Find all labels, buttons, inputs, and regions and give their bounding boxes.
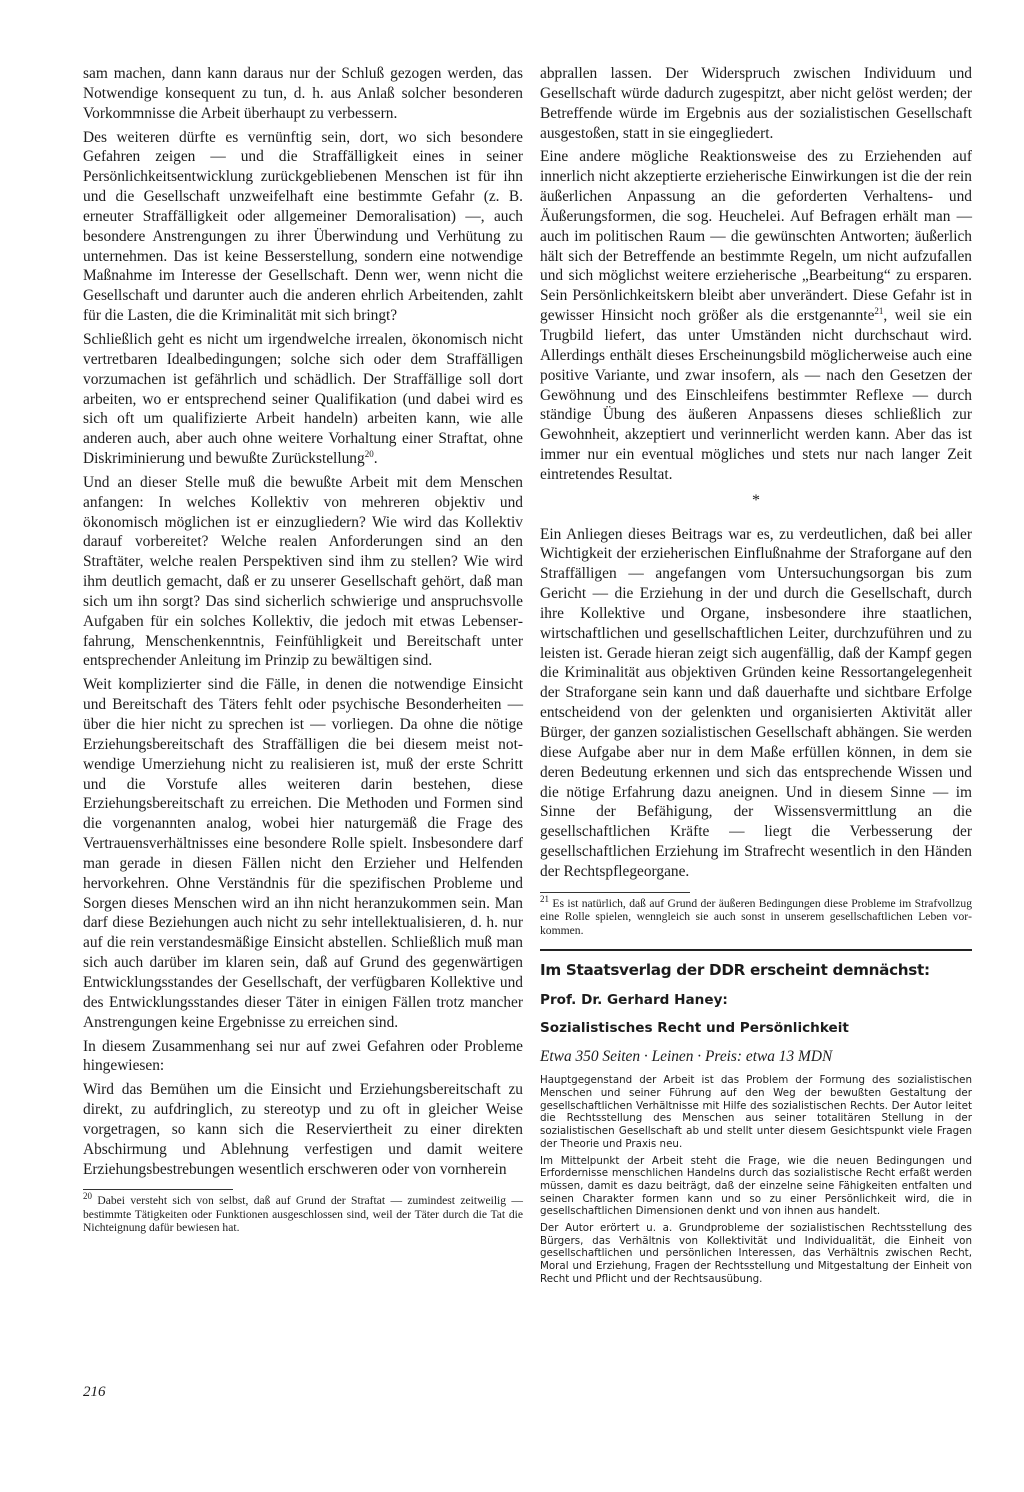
footnote-text: Dabei versteht sich von selbst, daß auf Grund der Straftat — zumindest zeitweilig — bestimmte Tätigkeiten oder Funktionen ausgeschlossen sind, weil der Täter durch die Tat die Nichteignung dafür bewiesen hat. — [83, 1194, 523, 1235]
paragraph — [540, 147, 972, 484]
paragraph: Wird das Bemühen um die Einsicht und Erziehungsbereitschaft zu direkt, zu aufdringlich, zu stereotyp und zu oft in gleicher Weise vorgetragen, so kann sich die Reserviertheit zu einer direkten Abschirmung und Ablehnung verfestigen und damit weitere Erziehungsbestrebungen wesentlich erschweren oder von vornherein — [83, 1081, 523, 1178]
footnote-text: Es ist natürlich, daß auf Grund der äußeren Bedingungen diese Probleme im Strafvollzug eine Rolle spielen, wenngleich sie auch sonst in unserem gesellschaftlichen Leben vorkommen. — [540, 896, 972, 937]
paragraph: Ein Anliegen dieses Beitrags war es, zu verdeutlichen, daß bei aller Wichtigkeit der erzieherischen Einflußnahme der Straforgane auf den Straffälligen — angefangen vom Untersuchungsorgan bis zum Gericht — die Erziehung in der und durch die Gesellschaft, durch ihre Kollektive und Organe, insbesondere ihre staatlichen, wirtschaftlichen und gesellschaftlichen Leiter, durchzuführen und zu leisten ist. Gerade hieran zeigt sich augenfällig, daß der Kampf gegen die Kriminalität aus objektiven Gründen keine Ressortangelegenheit der Straforgane sein kann und daß dauerhafte und sichtbare Erfolge entscheidend von der gelenkten und organisierten Aktivität aller Bürger, der ganzen sozialistischen Gesellschaft abhängen. Sie werden diese Aufgabe aber nur in dem Maße erfüllen können, in dem sie deren Bedeutung erkennen und sich das entsprechende Wissen und die nötige Erfahrung dazu aneignen. Und in diesem Sinne — im Sinne der Befähigung, der Wissensvermittlung an die gesellschaftlichen Kräfte — liegt die Verbesserung der gesellschaftlichen Erziehung im Strafrecht wesentlich in den Händen der Rechtspflegeorgane. — [540, 525, 972, 880]
paragraph-text: Schließlich geht es nicht um irgendwelche irrealen, ökonomisch nicht vertretbaren Idealbedingungen; solche sich oder dem Straffälligen vorzumachen ist gefährlich und schädlich. Der Straffällige soll dort arbeiten, wo er entsprechend seiner Qualifikation (und dabei wird es sich oft um qualifizierte Arbeit handeln) arbeiten kann, wie alle anderen auch, aber auch ohne weitere Vorhaltung einer Straftat, ohne Diskriminierung und bewußte Zurückstellung — [83, 330, 523, 468]
paragraph: Schließlich geht es nicht um irgendwelche irrealen, ökonomisch nicht vertretbaren Idealbedingungen; solche sich oder dem Straffälligen vorzumachen ist gefährlich und schädlich. Der Straffällige soll dort arbeiten, wo er entsprechend seiner Qualifikation (und dabei wird es sich oft um qualifizierte Arbeit handeln) arbeiten kann, wie alle anderen auch, aber auch ohne weitere Vorhaltung einer Straftat, ohne Diskriminierung und bewußte Zurückstellung$^{20}$. — [83, 330, 523, 468]
ad-paragraph: Im Mittelpunkt der Arbeit steht die Frage, wie die neuen Bedingungen und Erfordernisse menschlichen Handelns durch das sozialistische Recht erfaßt werden müssen, damit es dazu beiträgt, daß der einzelne seine Fähigkeiten entfalten und seinen Charakter formen kann und so zu einer Persönlichkeit wird, die in gesellschaftlichen Dimensionen denkt und von ihnen aus handelt. — [540, 1154, 972, 1218]
ad-heading: Im Staatsverlag der DDR erscheint demnächst: — [540, 960, 930, 979]
right-column — [540, 64, 972, 1290]
footnote-ref-20[interactable]: 20 — [364, 448, 374, 459]
paragraph: Und an dieser Stelle muß die bewußte Arbeit mit dem Menschen anfangen: In welches Kollektiv von mehreren objektiv und ökonomisch möglichen ist er einzugliedern? Wie wird das Kollektiv darauf vorbereitet? Welche realen Anforderungen sind an den Straftäter, welche realen Perspektiven sind ihm zu stellen? Wie wird ihm deutlich gemacht, daß er zu unserer Gesellschaft gehört, daß man sich um ihn sorgt? Das sind sicherlich schwierige und anspruchsvolle Aufgaben für ein solches Kollektiv, die jedoch mit etwas Lebenserfahrung, Menschenkenntnis, Feinfühligkeit und Bereitschaft unter entsprechender Anleitung im Prinzip zu bewältigen sind. — [83, 473, 523, 670]
ad-paragraph: Der Autor erörtert u. a. Grundprobleme der sozialistischen Rechtsstellung des Bürgers, das Verhältnis von Kollektivität und Individualität, die Einheit von gesellschaftlichen und persönlichen Interessen, das Verhältnis zwischen Recht, Moral und Erziehung, Fragen der Rechtsstellung und Mitgestaltung der Einheit von Recht und Pflicht und der Rechtsausübung. — [540, 1222, 972, 1285]
paragraph-text: Eine andere mögliche Reaktionsweise des zu Erziehenden auf innerlich nicht akzeptierte erzieherische Einwirkungen ist die der rein äußerlichen Anpassung an die geforderten Verhaltens- und Äußerungsformen, die sog. Heuchelei. Auf Befragen erhält man — auch im politischen Raum — die gewünschten Antworten; äußerlich hält sich der Betreffende an bestimmte Regeln, um nicht aufzufallen und sich möglichst weitere erzieherische „Bearbeitung“ zu ersparen. Sein Persönlichkeitskern bleibt aber unverändert. Diese Gefahr ist in gewisser Hinsicht noch größer als die erstgenannte — [540, 148, 972, 325]
ad-author: Prof. Dr. Gerhard Haney: — [540, 991, 728, 1008]
ad-paragraph: Hauptgegenstand der Arbeit ist das Problem der Formung des sozialistischen Menschen und seiner Führung auf den Weg der bewußten Gestaltung der gesellschaftlichen Verhältnisse mit Hilfe des sozialistischen Rechts. Der Autor leitet die Rechtsstellung des Menschen aus seiner totalitären Stellung in der sozialistischen Gesellschaft ab und stellt unter diesem Gesichtspunkt viele Fragen der Theorie und Praxis neu. — [540, 1074, 972, 1150]
publisher-ad — [540, 961, 972, 1286]
ad-book-title: Sozialistisches Recht und Persönlichkeit — [540, 1019, 849, 1036]
footnote-ref-21[interactable]: 21 — [874, 306, 884, 316]
paragraph: In diesem Zusammenhang sei nur auf zwei Gefahren oder Probleme hingewiesen: — [83, 1037, 523, 1075]
footnote-number: 21 — [540, 893, 549, 904]
paragraph: Des weiteren dürfte es vernünftig sein, dort, wo sich besondere Gefahren zeigen — und die Straffälligkeit eines in seiner Persönlichkeitsentwicklung zurückgebliebenen Menschen ist für ihn und die Gesellschaft unzweifelhaft eine bestimmte Gefahr (z. B. erneuter Straffälligkeit oder allgemeiner Demoralisation) —, auch besondere Anstrengungen zu ihrer Überwindung und Verhütung zu unternehmen. Das ist keine Besserstellung, sondern eine notwendige Maßnahme im Interesse der Gesellschaft. Denn wer, wenn nicht die Gesellschaft und darunter auch die anderen ehrlich Arbeitenden, zahlt für die Lasten, die die Kriminalität mit sich bringt? — [83, 128, 523, 325]
paragraph: Weit komplizierter sind die Fälle, in denen die notwendige Einsicht und Bereitschaft des Täters fehlt oder psychische Besonderheiten — über die hier nicht zu sprechen ist — vorliegen. Da ohne die nötige Erziehungsbereitschaft des Straffälligen die bei diesem meist notwendige Umerziehung nicht zu realisieren ist, muß der erste Schritt und die Vorstufe alles weiteren darin bestehen, diese Erziehungsbereitschaft zu erreichen. Die Methoden und Formen sind die vorgenannten analog, wobei hier naturgemäß die Frage des Vertrauensverhältnisses eine besondere Rolle spielt. Insbesondere darf man gerade in diesen Fällen nicht den Erzieher und Helfenden hervorkehren. Ohne Verständnis für die spezifischen Probleme und Sorgen dieses Menschen wird an ihn nicht heranzukommen sein. Man darf diese Beziehungen auch nicht zu sehr intellektualisieren, d. h. nur auf die rein verstandesmäßige Einsicht abstellen. Schließlich muß man sich auch darüber im klaren sein, daß auf Grund des gegenwärtigen Entwicklungsstandes der Gesellschaft, der verfügbaren Kollektive und des Entwicklungsstandes dieser Täter in einigen Fällen trotz mancher Anstrengungen keine Ergebnisse zu erreichen sind. — [83, 676, 523, 1031]
footnote-number: 20 — [83, 1191, 92, 1202]
ad-book-details: Etwa 350 Seiten · Leinen · Preis: etwa 13 MDN — [540, 1047, 833, 1065]
paragraph: sam machen, dann kann daraus nur der Schluß gezogen werden, das Notwendige konsequent zu tun, d. h. aus Anlaß solcher besonderen Vorkommnisse die Arbeit überhaupt zu verbessern. — [83, 65, 523, 122]
footnote-21 — [540, 893, 972, 937]
footnote-divider — [83, 1189, 233, 1190]
paragraph: abprallen lassen. Der Widerspruch zwischen Individuum und Gesellschaft würde dadurch zugespitzt, aber nicht gelöst werden; der Betreffende würde im Ergebnis aus der sozialistischen Gesellschaft ausgestoßen, statt in sie eingegliedert. — [540, 65, 972, 142]
footnote-divider — [540, 892, 690, 893]
ad-divider — [540, 949, 972, 951]
page-number: 216 — [83, 1384, 106, 1400]
left-column — [83, 64, 523, 1239]
paragraph-text: , weil sie ein Trugbild liefert, das unter Umständen nicht durchschaut wird. Allerdings enthält dieses Erscheinungsbild möglicherweise auch eine positive Variante, und zwar insofern, als — nach den Gesetzen der Gewöhnung und des Einschleifens bestimmter Reflexe — durch ständige Übung des äußeren Anpassens dieses schließlich zur Gewohnheit, akzeptiert und verinnerlicht werden kann. Aber das ist immer nur ein eventual mögliches und stets nur nach langer Zeit eintretendes Resultat. — [540, 307, 972, 483]
footnote-20 — [83, 1191, 523, 1235]
section-separator: * — [752, 491, 760, 509]
